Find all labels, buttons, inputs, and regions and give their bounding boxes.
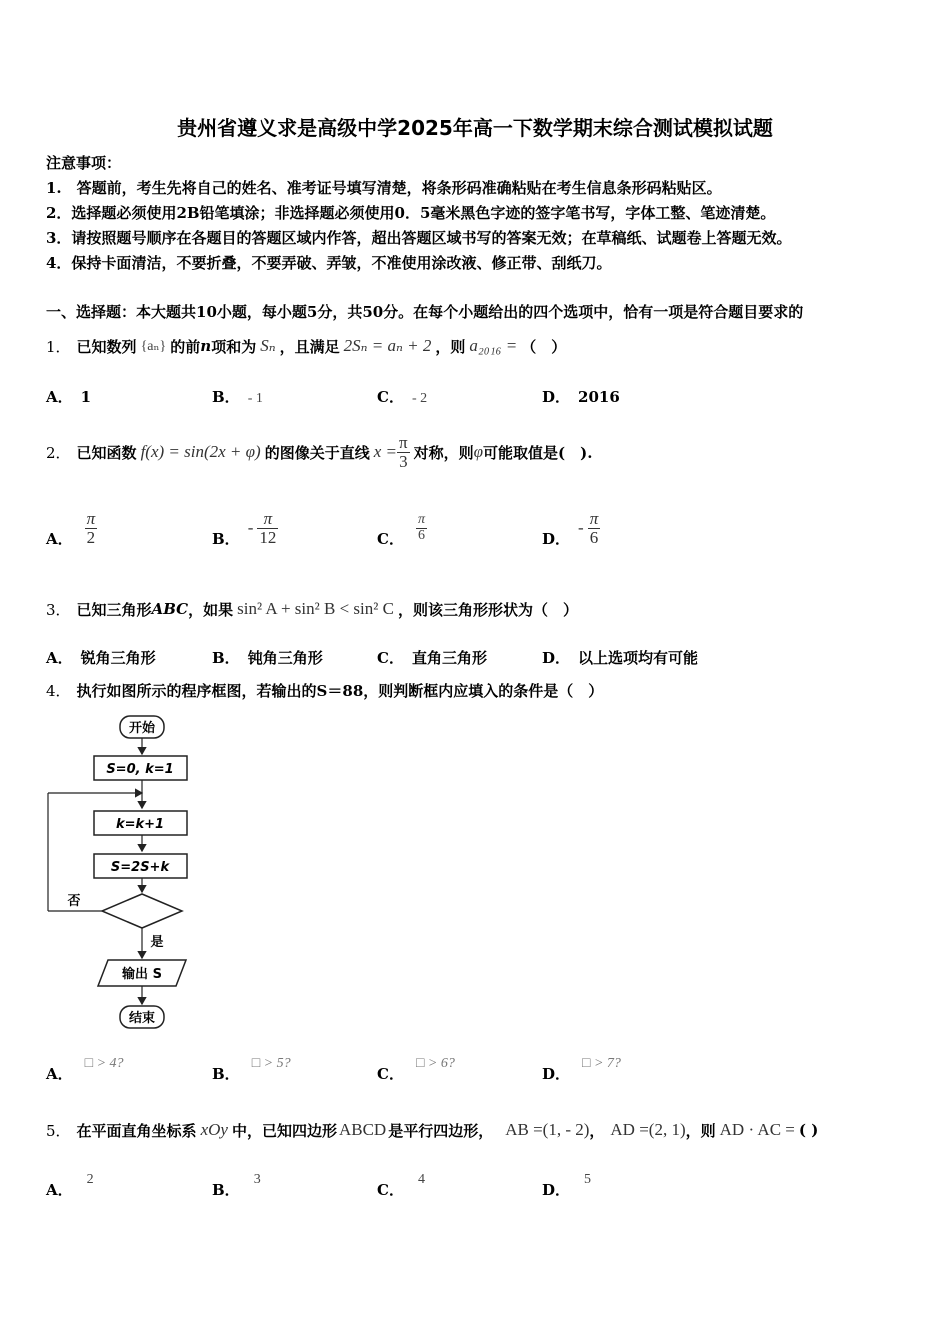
flow-end-label: 结束: [128, 1011, 156, 1026]
q1-option-d: D． 2016: [542, 388, 620, 406]
q1-text-4: ，且满足: [279, 337, 340, 356]
q1-option-b: B． - 1: [212, 388, 263, 406]
question-3: [46, 592, 578, 626]
flow-decision-shape: [102, 894, 182, 928]
q2-text-1: 已知函数: [76, 443, 137, 462]
q3-number: 3．: [46, 600, 71, 619]
q2-text-3: 对称，则: [413, 443, 474, 462]
q5-text-1: 在平面直角坐标系: [76, 1121, 197, 1140]
question-1: [46, 328, 566, 364]
q1-text-1: 已知数列: [76, 337, 137, 356]
q1-number: 1．: [46, 337, 71, 356]
q5-option-b: B． 3: [212, 1172, 261, 1199]
q5-text-2: 中，已知四边形: [231, 1121, 337, 1140]
q5-xoy: xOy: [200, 1120, 228, 1139]
q4-option-a: A． □ > 4?: [46, 1056, 124, 1083]
q2-option-a: A． $\frac{\pi}{2}$: [46, 508, 96, 548]
q2-pi-over-3: $\frac{\pi}{3}$: [399, 432, 408, 471]
q3-option-a: A． 锐角三角形: [46, 649, 156, 667]
q3-text-1: 已知三角形: [76, 600, 152, 619]
notice-heading: 注意事项：: [46, 154, 122, 172]
q3-abc: ABC: [151, 600, 189, 618]
q5-abcd: ABCD: [338, 1120, 387, 1139]
q2-x-eq: x =: [373, 442, 398, 461]
flow-step2-label: S=2S+k: [110, 860, 170, 875]
q1-a2016: a₂₀₁₆ =: [469, 336, 518, 355]
q1-n: n: [200, 337, 212, 355]
q1-equation: 2Sₙ = aₙ + 2: [343, 336, 432, 355]
q4-option-b: B． □ > 5?: [212, 1056, 291, 1083]
q5-dot-product: AD · AC =: [719, 1120, 795, 1139]
flow-step1-label: k=k+1: [115, 817, 165, 832]
q2-option-b: B． - $\frac{\pi}{12}$: [212, 508, 277, 548]
flow-init-label: S=0, k=1: [106, 762, 174, 777]
question-2: [46, 424, 592, 480]
notice-item-2: 2．选择题必须使用2B铅笔填涂；非选择题必须使用0．5毫米黑色字迹的签字笔书写，字体工整、笔迹清楚。: [46, 204, 776, 222]
q3-expression: sin² A + sin² B < sin² C: [237, 599, 394, 618]
q4-option-c: C． □ > 6?: [377, 1056, 455, 1083]
q2-function: f(x) = sin(2x + φ): [140, 442, 261, 461]
notice-item-1: 1. 答题前，考生先将自己的姓名、准考证号填写清楚，将条形码准确粘贴在考生信息条形码粘贴区。: [46, 179, 722, 197]
flowchart: [40, 710, 200, 1040]
q2-option-c: C． $\frac{\pi}{6}$: [377, 511, 425, 548]
flow-output-label: 输出 S: [122, 967, 162, 982]
q2-text-4: 可能取值是( ).: [483, 443, 593, 462]
q4-option-d: D． □ > 7?: [542, 1056, 621, 1083]
q5-paren: ( ): [798, 1121, 819, 1139]
q5-text-4: ，则: [685, 1121, 716, 1140]
q5-vector-ab: AB =(1, - 2): [505, 1120, 590, 1139]
q3-text-3: ，则该三角形形状为（ ）: [397, 600, 578, 619]
q5-vector-ad: AD =(2, 1): [610, 1120, 686, 1139]
q5-text-3: 是平行四边形，: [388, 1121, 494, 1140]
flow-yes-label: 是: [150, 935, 164, 950]
question-5: [46, 1112, 818, 1148]
q1-option-a: A． 1: [46, 388, 92, 406]
q1-option-c: C． - 2: [377, 388, 428, 406]
q3-option-c: C． 直角三角形: [377, 649, 487, 667]
flow-start-label: 开始: [128, 721, 156, 736]
q1-text-5: ，则: [435, 337, 466, 356]
q3-option-d: D． 以上选项均有可能: [542, 649, 699, 667]
q2-option-d: D． - $\frac{\pi}{6}$: [542, 508, 599, 548]
q4-text: 执行如图所示的程序框图，若输出的S＝88，则判断框内应填入的条件是（ ）: [76, 682, 604, 700]
notice-item-3: 3．请按照题号顺序在各题目的答题区域内作答，超出答题区域书写的答案无效；在草稿纸、试题卷上答题无效。: [46, 229, 792, 247]
page-title: 贵州省遵义求是高级中学2025年高一下数学期末综合测试模拟试题: [177, 116, 773, 140]
q5-comma: ，: [589, 1121, 605, 1140]
q2-number: 2．: [46, 443, 71, 462]
q1-sn: Sₙ: [260, 336, 276, 355]
q2-phi: φ: [473, 442, 484, 461]
section-heading: 一、选择题：本大题共10小题，每小题5分，共50分。在每个小题给出的四个选项中，恰有一项是符合题目要求的: [46, 303, 804, 321]
q1-sequence: {aₙ}: [140, 338, 167, 354]
q3-text-2: ，如果: [188, 600, 234, 619]
q4-number: 4．: [46, 682, 71, 700]
q2-text-2: 的图像关于直线: [264, 443, 370, 462]
q3-option-b: B． 钝角三角形: [212, 649, 323, 667]
q1-text-2: 的前: [170, 337, 201, 356]
q1-text-3: 项和为: [211, 337, 257, 356]
q1-paren: （ ）: [521, 337, 567, 356]
flow-no-label: 否: [67, 894, 81, 909]
notice-item-4: 4．保持卡面清洁，不要折叠，不要弄破、弄皱，不准使用涂改液、修正带、刮纸刀。: [46, 254, 612, 272]
q5-option-c: C． 4: [377, 1172, 425, 1199]
q5-option-d: D． 5: [542, 1172, 592, 1199]
question-4: [46, 680, 603, 701]
q5-option-a: A． 2: [46, 1172, 94, 1199]
q5-number: 5．: [46, 1121, 71, 1140]
